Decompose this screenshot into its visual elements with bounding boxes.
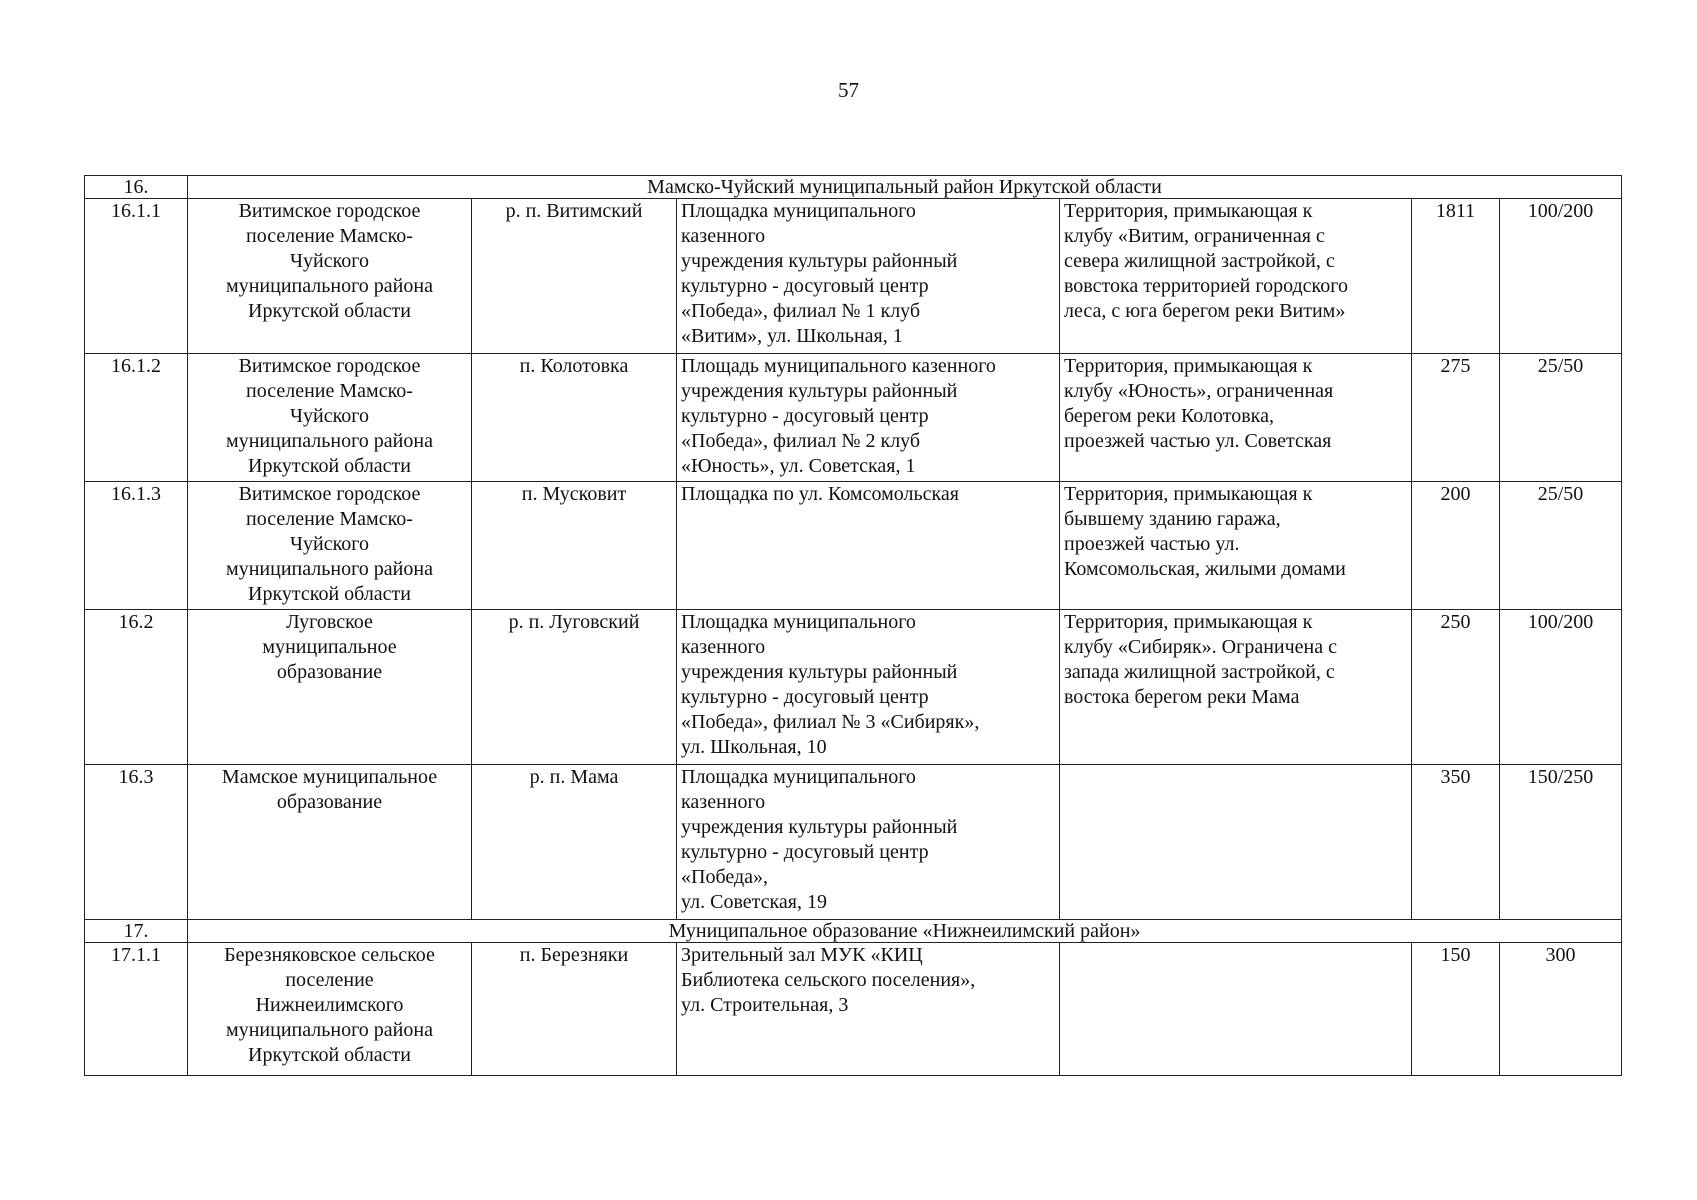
cell-line: «Победа»,	[681, 866, 769, 888]
place-cell	[677, 765, 1060, 920]
row-number: 16.1.2	[85, 354, 188, 482]
cell-line: запада жилищной застройкой, с	[1064, 661, 1335, 683]
section-number: 16.	[85, 176, 188, 199]
row-number: 16.2	[85, 610, 188, 765]
cell-line: учреждения культуры районный	[681, 380, 958, 402]
cell-line: Иркутской области	[248, 1044, 411, 1066]
cell-line: муниципального района	[226, 275, 433, 297]
municipality-cell	[188, 482, 472, 610]
cell-line: Чуйского	[290, 533, 369, 555]
cell-line: поселение Мамско-	[246, 225, 413, 247]
places-table	[84, 175, 1622, 1076]
cell-line: Иркутской области	[248, 583, 411, 605]
cell-line: поселение Мамско-	[246, 380, 413, 402]
cell-line: учреждения культуры районный	[681, 816, 958, 838]
cell-line: Березняковское сельское	[224, 944, 435, 966]
cell-line: севера жилищной застройкой, с	[1064, 250, 1335, 272]
settlement-cell: р. п. Витимский	[472, 199, 677, 354]
territory-cell	[1060, 354, 1412, 482]
territory-cell	[1060, 482, 1412, 610]
cell-line: образование	[276, 661, 383, 683]
territory-cell	[1060, 943, 1412, 1076]
municipality-cell	[188, 354, 472, 482]
area-cell: 300	[1500, 943, 1622, 1076]
cell-line: Территория, примыкающая к	[1064, 355, 1313, 377]
cell-line: Витимское городское	[238, 200, 421, 222]
section-header-row	[85, 176, 1622, 199]
cell-line: Витимское городское	[238, 355, 421, 377]
table-row	[85, 354, 1622, 482]
cell-line: Чуйского	[290, 405, 369, 427]
cell-line: клубу «Юность», ограниченная	[1064, 380, 1334, 402]
cell-line: Площадка муниципального	[681, 611, 916, 633]
cell-line: Территория, примыкающая к	[1064, 483, 1313, 505]
cell-line: проезжей частью ул.	[1064, 533, 1240, 555]
capacity-cell: 350	[1412, 765, 1500, 920]
cell-line: «Победа», филиал № 2 клуб	[681, 430, 921, 452]
cell-line: Площадка по ул. Комсомольская	[681, 483, 959, 505]
cell-line: казенного	[681, 225, 766, 247]
capacity-cell: 250	[1412, 610, 1500, 765]
cell-line: культурно - досуговый центр	[681, 405, 929, 427]
territory-cell	[1060, 610, 1412, 765]
area-cell: 150/250	[1500, 765, 1622, 920]
place-cell	[677, 482, 1060, 610]
cell-line: ул. Строительная, 3	[681, 994, 849, 1016]
cell-line: проезжей частью ул. Советская	[1064, 430, 1332, 452]
municipality-cell	[188, 765, 472, 920]
place-cell	[677, 354, 1060, 482]
cell-line: Мамское муниципальное	[221, 766, 438, 788]
row-number: 16.3	[85, 765, 188, 920]
cell-line: учреждения культуры районный	[681, 250, 958, 272]
cell-line: Луговское	[286, 611, 373, 633]
table-row	[85, 199, 1622, 354]
area-cell: 25/50	[1500, 482, 1622, 610]
cell-line: Площадка муниципального	[681, 200, 916, 222]
area-cell: 100/200	[1500, 199, 1622, 354]
table-row	[85, 943, 1622, 1076]
settlement-cell: р. п. Мама	[472, 765, 677, 920]
cell-line: Площадка муниципального	[681, 766, 916, 788]
capacity-cell: 200	[1412, 482, 1500, 610]
cell-line: культурно - досуговый центр	[681, 841, 929, 863]
place-cell	[677, 610, 1060, 765]
cell-line: поселение	[285, 969, 374, 991]
settlement-cell: п. Колотовка	[472, 354, 677, 482]
cell-line: культурно - досуговый центр	[681, 275, 929, 297]
cell-line: Чуйского	[290, 250, 369, 272]
row-number: 16.1.1	[85, 199, 188, 354]
cell-line: Библиотека сельского поселения»,	[681, 969, 976, 991]
cell-line: Комсомольская, жилыми домами	[1064, 558, 1346, 580]
cell-line: учреждения культуры районный	[681, 661, 958, 683]
place-cell	[677, 943, 1060, 1076]
cell-line: Территория, примыкающая к	[1064, 200, 1313, 222]
row-number: 17.1.1	[85, 943, 188, 1076]
area-cell: 25/50	[1500, 354, 1622, 482]
cell-line: Иркутской области	[248, 300, 411, 322]
cell-line: Территория, примыкающая к	[1064, 611, 1313, 633]
cell-line: казенного	[681, 791, 766, 813]
cell-line: муниципального района	[226, 1019, 433, 1041]
capacity-cell: 150	[1412, 943, 1500, 1076]
cell-line: клубу «Сибиряк». Ограничена с	[1064, 636, 1338, 658]
municipality-cell	[188, 943, 472, 1076]
cell-line: Иркутской области	[248, 455, 411, 477]
table-row	[85, 610, 1622, 765]
cell-line: муниципального района	[226, 430, 433, 452]
cell-line: леса, с юга берегом реки Витим»	[1064, 300, 1346, 322]
section-number: 17.	[85, 920, 188, 943]
area-cell: 100/200	[1500, 610, 1622, 765]
page-number: 57	[838, 78, 859, 102]
municipality-cell	[188, 610, 472, 765]
cell-line: ул. Школьная, 10	[681, 736, 827, 758]
table-row	[85, 765, 1622, 920]
cell-line: образование	[276, 791, 383, 813]
cell-line: востока берегом реки Мама	[1064, 686, 1300, 708]
cell-line: «Победа», филиал № 1 клуб	[681, 300, 921, 322]
settlement-cell: р. п. Луговский	[472, 610, 677, 765]
cell-line: берегом реки Колотовка,	[1064, 405, 1274, 427]
section-header-row	[85, 920, 1622, 943]
cell-line: «Победа», филиал № 3 «Сибиряк»,	[681, 711, 980, 733]
cell-line: бывшему зданию гаража,	[1064, 508, 1281, 530]
cell-line: культурно - досуговый центр	[681, 686, 929, 708]
section-title: Муниципальное образование «Нижнеилимский район»	[188, 920, 1622, 943]
cell-line: муниципальное	[262, 636, 397, 658]
cell-line: муниципального района	[226, 558, 433, 580]
settlement-cell: п. Мусковит	[472, 482, 677, 610]
capacity-cell: 275	[1412, 354, 1500, 482]
cell-line: ул. Советская, 19	[681, 891, 827, 913]
cell-line: «Юность», ул. Советская, 1	[681, 455, 916, 477]
row-number: 16.1.3	[85, 482, 188, 610]
settlement-cell: п. Березняки	[472, 943, 677, 1076]
cell-line: клубу «Витим, ограниченная с	[1064, 225, 1325, 247]
cell-line: Площадь муниципального казенного	[681, 355, 996, 377]
territory-cell	[1060, 765, 1412, 920]
section-title: Мамско-Чуйский муниципальный район Иркутской области	[188, 176, 1622, 199]
cell-line: вовстока территорией городского	[1064, 275, 1348, 297]
municipality-cell	[188, 199, 472, 354]
capacity-cell: 1811	[1412, 199, 1500, 354]
cell-line: Зрительный зал МУК «КИЦ	[681, 944, 923, 966]
cell-line: «Витим», ул. Школьная, 1	[681, 325, 903, 347]
place-cell	[677, 199, 1060, 354]
cell-line: Нижнеилимского	[255, 994, 404, 1016]
cell-line: казенного	[681, 636, 766, 658]
territory-cell	[1060, 199, 1412, 354]
cell-line: поселение Мамско-	[246, 508, 413, 530]
table-row	[85, 482, 1622, 610]
cell-line: Витимское городское	[238, 483, 421, 505]
